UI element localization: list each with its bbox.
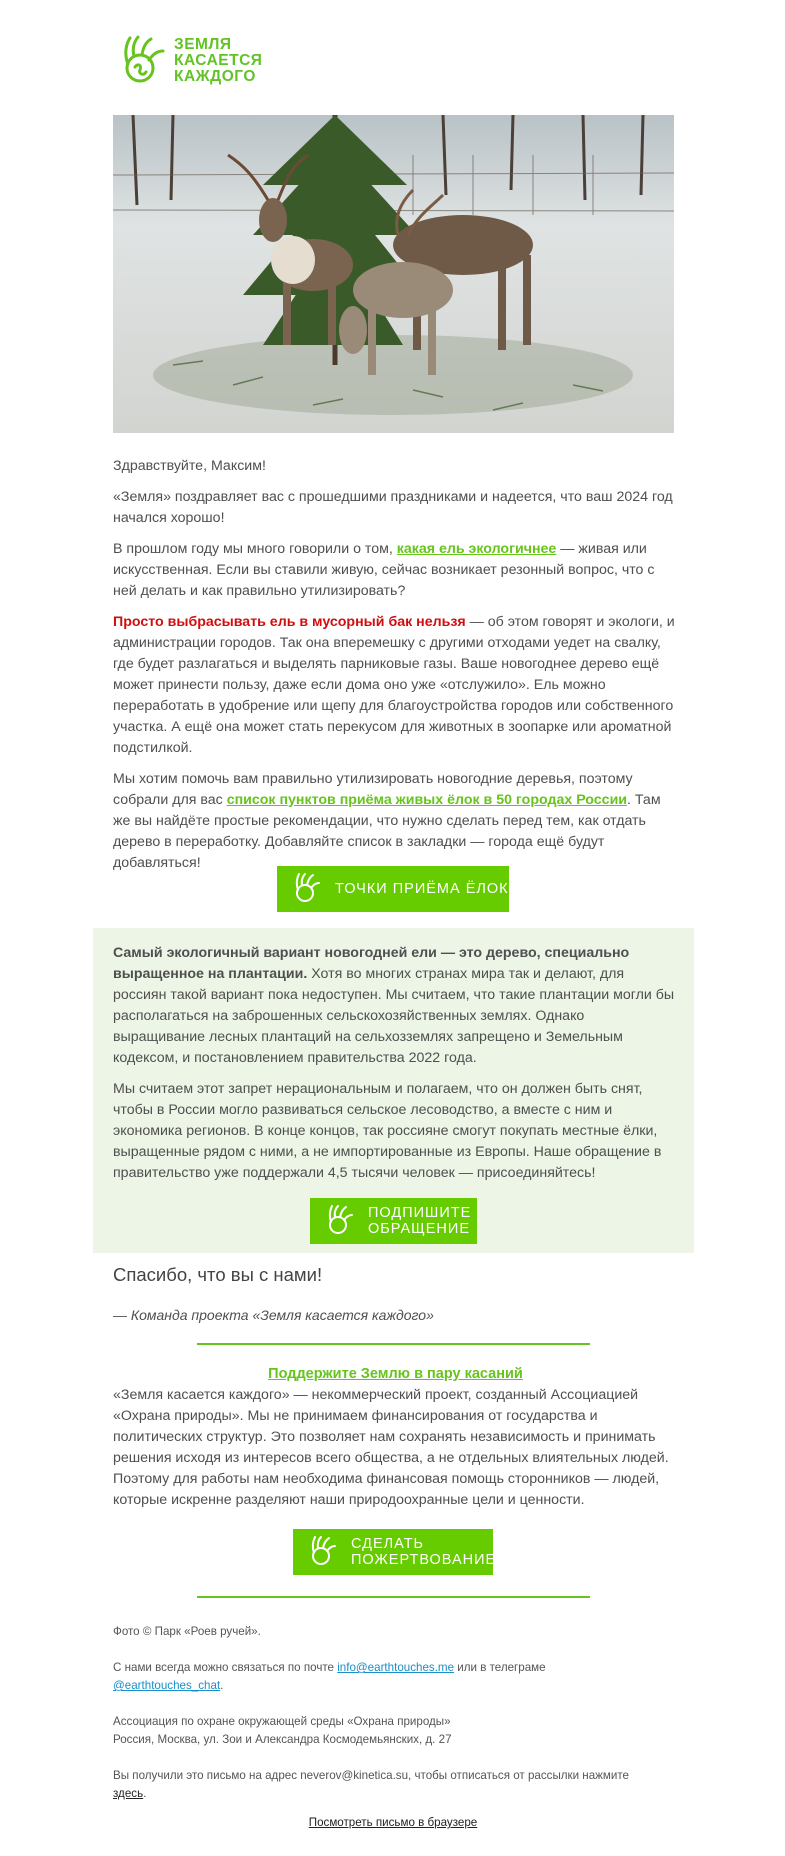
text-span: . [220,1679,224,1692]
hand-globe-icon [307,1535,337,1569]
text-span: . Там же вы найдёте простые рекомендации, что нужно сделать перед тем, как отдать дерево в переработку. Добавляйте список в закладки — города ещё будут добавляться! [113,792,661,871]
support-title-link[interactable]: Поддержите Землю в пару касаний [268,1366,523,1382]
button-label-line: ОБРАЩЕНИЕ [368,1221,470,1237]
view-in-browser-link[interactable]: Посмотреть письмо в браузере [308,1816,478,1829]
text-span: В прошлом году мы много говорили о том, [113,541,397,557]
brand-logo[interactable] [118,34,262,88]
button-label-line: СДЕЛАТЬ [351,1536,425,1552]
text-span: С нами всегда можно связаться по почте [113,1661,338,1674]
thanks-heading: Спасибо, что вы с нами! [113,1264,323,1285]
bold-text: Самый экологичный вариант новогодней ели — это дерево, специально выращенное на плантации. [113,945,630,982]
donate-button[interactable] [293,1529,497,1575]
button-label-line: ПОДПИШИТЕ [368,1205,472,1221]
collection-points-button[interactable] [277,866,509,912]
unsubscribe-link[interactable]: здесь [113,1787,144,1800]
reindeer-photo [113,115,674,433]
photo-credit: Фото © Парк «Роев ручей». [113,1625,261,1638]
signature: — Команда проекта «Земля касается каждого» [113,1307,434,1323]
contact-info [113,1659,673,1695]
paragraph: «Земля» поздравляет вас с прошедшими праздниками и надеется, что ваш 2024 год начался хорошо! [113,489,673,526]
logo-text-line: ЗЕМЛЯ [174,36,232,53]
support-title-row [113,1364,678,1385]
paragraph [113,539,678,602]
org-name: Ассоциация по охране окружающей среды «Охрана природы» [113,1715,451,1728]
browser-link-row [113,1814,673,1832]
button-label-line: ПОЖЕРТВОВАНИЕ [351,1552,497,1568]
hand-globe-icon [324,1204,354,1238]
plantation-text [113,943,678,1184]
logo-text-line: КАСАЕТСЯ [174,52,263,69]
logo-text-line: КАЖДОГО [174,68,256,85]
paragraph [113,612,678,759]
text-span: Мы хотим помочь вам правильно утилизировать новогодние деревья, поэтому собрали для вас [113,771,633,808]
org-info [113,1713,673,1749]
paragraph [113,943,678,1069]
text-span: или в телеграме [454,1661,546,1674]
hand-globe-icon [291,872,321,906]
org-address: Россия, Москва, ул. Зои и Александра Космодемьянских, д. 27 [113,1733,452,1746]
button-label [351,1536,496,1568]
divider [197,1343,590,1345]
text-span: Хотя во многих странах мира так и делают, для россиян такой вариант пока недоступен. Мы считаем, что такие плантации могли бы располагаться на заброшенных сельскохозяйственных землях. Однако выращивание лесных плантаций на сельхозземлях запрещено и Земельным кодексом, и постановлением правительства 2022 года. [113,966,675,1066]
text-span: — живая или искусственная. Если вы ставили живую, сейчас возникает резонный вопрос, что с ней делать и как правильно утилизировать? [113,541,655,599]
hero-image [113,115,674,433]
paragraph: Мы считаем этот запрет нерациональным и полагаем, что он должен быть снят, чтобы в России могло развиваться сельское лесоводство, а вместе с ним и экономика регионов. В конце концов, так россияне смогут покупать местные ёлки, выращенные рядом с ними, а не импортированные из Европы. Наше обращение в правительство уже поддержали 4,5 тысячи человек — присоединяйтесь! [113,1081,662,1181]
email-link[interactable]: info@earthtouches.me [337,1661,455,1674]
button-label: ТОЧКИ ПРИЁМА ЁЛОК [335,881,509,897]
support-text: «Земля касается каждого» — некоммерческий проект, созданный Ассоциацией «Охрана природы». Мы не принимаем финансирования от государства и политических структур. Это позволяет нам сохранять независимость и принимать решения исходя из интересов всего общества, а не отдельных влиятельных людей. Поэтому для работы нам необходима финансовая помощь сторонников — людей, которые искренне разделяют наши природоохранные цели и ценности. [113,1387,669,1508]
unsubscribe-info [113,1767,673,1803]
button-label [368,1205,471,1237]
divider [197,1596,590,1598]
paragraph [113,769,678,874]
greeting: Здравствуйте, Максим! [113,458,266,474]
text-span: Вы получили это письмо на адрес neverov@kinetica.su, чтобы отписаться от рассылки нажмите [113,1769,629,1782]
logo-text [174,37,262,85]
collection-points-link[interactable]: список пунктов приёма живых ёлок в 50 городах России [226,792,628,808]
text-span: . [143,1787,147,1800]
eco-tree-link[interactable]: какая ель экологичнее [396,541,557,557]
letter-section [113,456,678,874]
text-span: — об этом говорят и экологи, и администрации городов. Так она вперемешку с другими отходами уедет на свалку, где будет разлагаться и выделять парниковые газы. Ваше новогоднее дерево ещё может принести пользу, даже если дома оно уже «отслужило». Ель можно переработать в удобрение или щепу для благоустройства городов или собственного участка. А ещё она может стать перекусом для животных в зоопарке или ароматной подстилкой. [113,614,675,756]
sign-petition-button[interactable] [310,1198,477,1244]
hand-globe-icon [118,34,168,88]
warning-text: Просто выбрасывать ель в мусорный бак нельзя [113,614,466,630]
telegram-link[interactable]: @earthtouches_chat [113,1679,221,1692]
